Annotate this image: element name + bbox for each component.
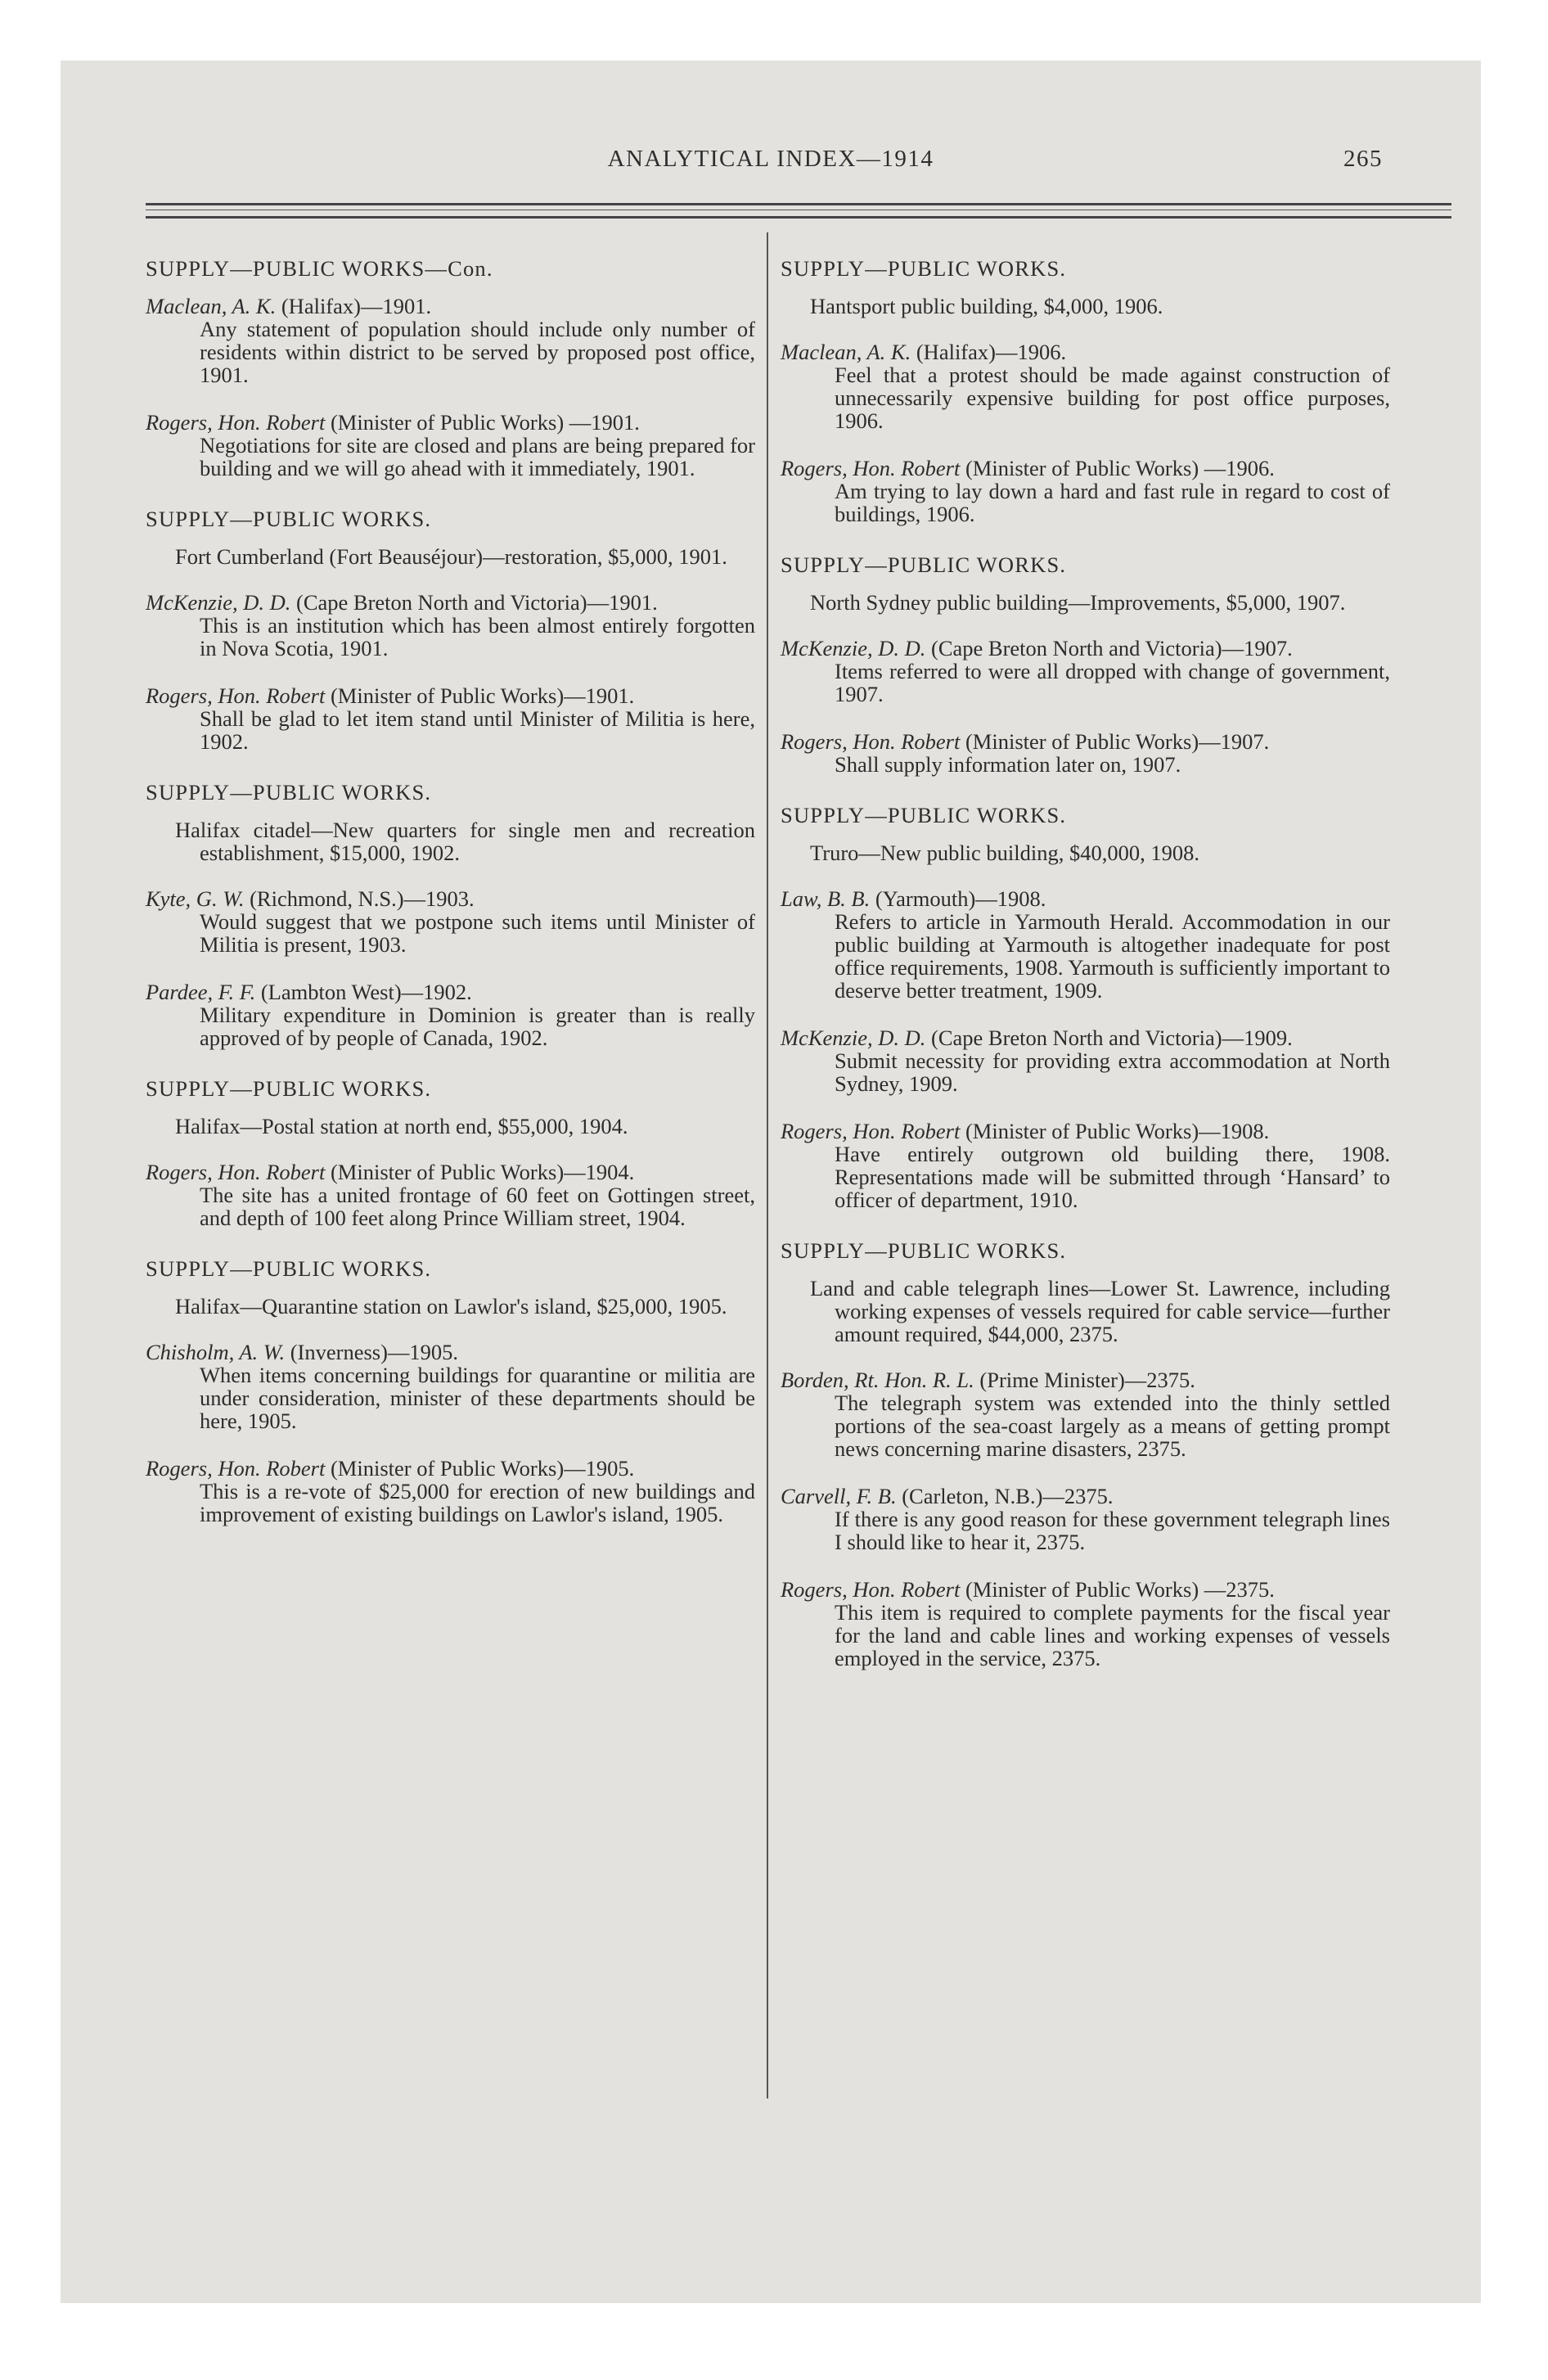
index-entry (146, 591, 755, 660)
section-heading: SUPPLY—PUBLIC WORKS. (146, 1076, 432, 1101)
section-heading: SUPPLY—PUBLIC WORKS. (146, 1256, 432, 1281)
speaker-detail: (Minister of Public Works)—1905. (325, 1456, 635, 1481)
entry-text: This is an institution which has been almost entirely forgotten in Nova Scotia, 1901. (200, 613, 755, 660)
speaker-name: Maclean, A. K. (781, 340, 911, 364)
speaker-line (146, 980, 755, 1003)
entry-text: Submit necessity for providing extra accommodation at North Sydney, 1909. (835, 1048, 1390, 1096)
entry-text: Feel that a protest should be made against construction of unnecessarily expensive building for post office purposes, 1906. (835, 363, 1390, 433)
speaker-name: Borden, Rt. Hon. R. L. (781, 1368, 974, 1392)
index-entry (146, 295, 755, 386)
speaker-line (146, 411, 755, 434)
speaker-name: Rogers, Hon. Robert (146, 683, 326, 708)
index-item: Halifax—Postal station at north end, $55,000, 1904. (175, 1114, 628, 1138)
section-heading: SUPPLY—PUBLIC WORKS. (781, 256, 1067, 281)
speaker-line (146, 1457, 755, 1480)
speaker-line (781, 1026, 1390, 1049)
section-heading: SUPPLY—PUBLIC WORKS. (146, 780, 432, 805)
index-entry (781, 340, 1390, 432)
index-item: Halifax—Quarantine station on Lawlor's island, $25,000, 1905. (175, 1294, 727, 1318)
speaker-line (781, 1120, 1390, 1143)
entry-text: The site has a united frontage of 60 feet on Gottingen street, and depth of 100 feet along Prince William street, 1904. (200, 1183, 755, 1230)
speaker-name: Carvell, F. B. (781, 1484, 897, 1508)
index-entry (146, 1161, 755, 1229)
header-rule (146, 203, 1451, 205)
section-heading: SUPPLY—PUBLIC WORKS. (781, 552, 1067, 577)
index-entry (781, 887, 1390, 1002)
entry-text: When items concerning buildings for quarantine or militia are under consideration, minister of these departments should be here, 1905. (200, 1363, 755, 1433)
index-entry (146, 411, 755, 480)
speaker-detail: (Richmond, N.S.)—1903. (244, 886, 475, 911)
speaker-detail: (Halifax)—1901. (276, 294, 432, 318)
entry-text: Any statement of population should include only number of residents within district to be served by proposed post office, 1901. (200, 317, 755, 387)
speaker-line (781, 1485, 1390, 1508)
speaker-detail: (Minister of Public Works)—1901. (325, 683, 635, 708)
speaker-line (146, 295, 755, 318)
speaker-name: McKenzie, D. D. (146, 590, 291, 615)
entry-text: Items referred to were all dropped with change of government, 1907. (835, 659, 1390, 706)
entry-text: If there is any good reason for these government telegraph lines I should like to hear it, 2375. (835, 1507, 1390, 1554)
index-item: Land and cable telegraph lines—Lower St. Lawrence, including working expenses of vessels required for cable service—further amount required, $44,000, 2375. (810, 1276, 1390, 1346)
speaker-line (146, 887, 755, 910)
speaker-detail: (Minister of Public Works)—1908. (960, 1119, 1270, 1143)
index-entry (146, 1457, 755, 1526)
page-sheet (61, 61, 1481, 2303)
running-head (61, 146, 1481, 178)
index-entry (781, 637, 1390, 705)
running-title: ANALYTICAL INDEX—1914 (607, 146, 934, 172)
speaker-line (781, 887, 1390, 910)
index-item: Halifax citadel—New quarters for single men and recreation establishment, $15,000, 1902. (175, 818, 755, 865)
index-entry (146, 887, 755, 956)
speaker-line (781, 730, 1390, 753)
speaker-detail: (Halifax)—1906. (911, 340, 1067, 364)
index-item: Hantsport public building, $4,000, 1906. (810, 294, 1163, 318)
entry-text: Would suggest that we postpone such items until Minister of Militia is present, 1903. (200, 909, 755, 957)
index-entry (781, 1120, 1390, 1211)
index-entry (146, 684, 755, 753)
speaker-line (146, 1161, 755, 1183)
index-item: Truro—New public building, $40,000, 1908. (810, 841, 1200, 865)
speaker-line (781, 340, 1390, 363)
entry-text: Shall supply information later on, 1907. (835, 752, 1181, 777)
speaker-detail: (Cape Breton North and Victoria)—1907. (925, 636, 1293, 660)
section-heading: SUPPLY—PUBLIC WORKS. (146, 507, 432, 531)
speaker-detail: (Carleton, N.B.)—2375. (896, 1484, 1114, 1508)
speaker-line (781, 457, 1390, 480)
speaker-name: McKenzie, D. D. (781, 636, 926, 660)
speaker-detail: (Yarmouth)—1908. (870, 886, 1046, 911)
speaker-name: Rogers, Hon. Robert (146, 410, 326, 435)
section-heading: SUPPLY—PUBLIC WORKS. (781, 803, 1067, 827)
speaker-line (146, 1341, 755, 1364)
speaker-detail: (Cape Breton North and Victoria)—1909. (925, 1025, 1293, 1050)
page-number: 265 (1343, 146, 1383, 172)
index-entry (146, 980, 755, 1049)
speaker-name: Rogers, Hon. Robert (781, 1119, 961, 1143)
index-entry (781, 1485, 1390, 1553)
speaker-name: McKenzie, D. D. (781, 1025, 926, 1050)
speaker-line (146, 591, 755, 614)
speaker-detail: (Minister of Public Works) —1901. (325, 410, 640, 435)
speaker-detail: (Inverness)—1905. (285, 1340, 459, 1364)
index-entry (781, 730, 1390, 776)
speaker-name: Maclean, A. K. (146, 294, 277, 318)
speaker-detail: (Minister of Public Works) —1906. (960, 456, 1275, 480)
entry-text: Shall be glad to let item stand until Minister of Militia is here, 1902. (200, 706, 755, 754)
header-rule-lower (146, 216, 1451, 219)
speaker-name: Chisholm, A. W. (146, 1340, 286, 1364)
speaker-name: Pardee, F. F. (146, 980, 256, 1004)
speaker-detail: (Lambton West)—1902. (255, 980, 472, 1004)
speaker-name: Rogers, Hon. Robert (146, 1456, 326, 1481)
speaker-name: Rogers, Hon. Robert (781, 456, 961, 480)
entry-text: The telegraph system was extended into the thinly settled portions of the sea-coast largely as a means of getting prompt news concerning marine disasters, 2375. (835, 1391, 1390, 1461)
speaker-name: Rogers, Hon. Robert (781, 1577, 961, 1602)
index-item: Fort Cumberland (Fort Beauséjour)—restoration, $5,000, 1901. (175, 544, 727, 569)
section-heading: SUPPLY—PUBLIC WORKS—Con. (146, 256, 493, 281)
index-item: North Sydney public building—Improvements, $5,000, 1907. (810, 590, 1346, 615)
column-divider (767, 232, 768, 2098)
section-heading: SUPPLY—PUBLIC WORKS. (781, 1238, 1067, 1263)
speaker-line (781, 1578, 1390, 1601)
right-column (781, 257, 1390, 1694)
speaker-detail: (Minister of Public Works)—1907. (960, 729, 1270, 754)
speaker-detail: (Cape Breton North and Victoria)—1901. (290, 590, 658, 615)
entry-text: Refers to article in Yarmouth Herald. Accommodation in our public building at Yarmouth is altogether inadequate for post office requirements, 1908. Yarmouth is sufficiently important to deserve better treatment, 1909. (835, 909, 1390, 1003)
index-entry (781, 1368, 1390, 1460)
speaker-detail: (Minister of Public Works) —2375. (960, 1577, 1275, 1602)
left-column (146, 257, 755, 1550)
speaker-name: Rogers, Hon. Robert (146, 1160, 326, 1184)
entry-text: This is a re-vote of $25,000 for erection of new buildings and improvement of existing buildings on Lawlor's island, 1905. (200, 1479, 755, 1526)
index-entry (781, 1026, 1390, 1095)
entry-text: Military expenditure in Dominion is greater than is really approved of by people of Canada, 1902. (200, 1003, 755, 1050)
entry-text: Have entirely outgrown old building there, 1908. Representations made will be submitted through ‘Hansard’ to officer of department, 1910. (835, 1142, 1390, 1212)
speaker-name: Kyte, G. W. (146, 886, 245, 911)
entry-text: This item is required to complete payments for the fiscal year for the land and cable lines and working expenses of vessels employed in the service, 2375. (835, 1600, 1390, 1670)
speaker-line (781, 637, 1390, 660)
index-entry (781, 1578, 1390, 1670)
entry-text: Am trying to lay down a hard and fast rule in regard to cost of buildings, 1906. (835, 479, 1390, 526)
index-entry (146, 1341, 755, 1432)
index-entry (781, 457, 1390, 525)
speaker-detail: (Minister of Public Works)—1904. (325, 1160, 635, 1184)
speaker-name: Rogers, Hon. Robert (781, 729, 961, 754)
entry-text: Negotiations for site are closed and plans are being prepared for building and we will go ahead with it immediately, 1901. (200, 433, 755, 480)
speaker-detail: (Prime Minister)—2375. (974, 1368, 1195, 1392)
speaker-name: Law, B. B. (781, 886, 871, 911)
speaker-line (146, 684, 755, 707)
speaker-line (781, 1368, 1390, 1391)
